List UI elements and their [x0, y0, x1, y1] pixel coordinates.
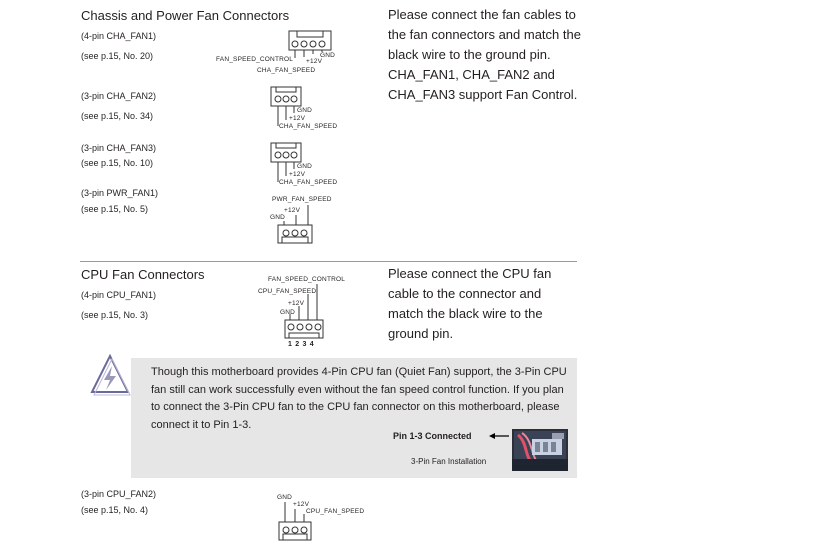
cha-fan2-speed: CHA_FAN_SPEED: [279, 123, 338, 130]
cpu-fan2-connector: [277, 500, 317, 542]
pwr-fan1-label: (3-pin PWR_FAN1): [81, 188, 159, 198]
cha-fan2-gnd: GND: [297, 107, 313, 114]
cha-fan2-12v: +12V: [289, 115, 306, 122]
cpu-fan1-connector: [280, 282, 330, 340]
pwr-fan1-speed: PWR_FAN_SPEED: [272, 196, 332, 203]
cha-fan3-ref: (see p.15, No. 10): [81, 158, 154, 168]
note-text: Though this motherboard provides 4-Pin CPU fan (Quiet Fan) support, the 3-Pin CPU fan still can work successfully even without the fan speed control function. If you plan to connect the 3-Pin CPU fan to the CPU fan connector on this motherboard, please connect it to Pin 1-3.: [151, 366, 567, 431]
cpu-fan2-12v: +12V: [293, 501, 310, 508]
cpu-fan2-ref: (see p.15, No. 4): [81, 505, 149, 515]
pwr-fan1-connector: [276, 203, 316, 245]
cpu-fan2-gnd: GND: [277, 494, 293, 501]
warning-icon: [88, 352, 132, 400]
cpu-fan1-gnd: GND: [280, 309, 296, 316]
cpu-description: Please connect the CPU fan cable to the connector and match the black wire to the ground pin.: [388, 266, 552, 341]
cha-fan3-gnd: GND: [297, 163, 313, 170]
cpu-fan1-speed: CPU_FAN_SPEED: [258, 288, 317, 295]
cha-fan1-control: FAN_SPEED_CONTROL: [216, 56, 294, 63]
cha-fan3-12v: +12V: [289, 171, 306, 178]
pwr-fan1-ref: (see p.15, No. 5): [81, 204, 149, 214]
chassis-heading: Chassis and Power Fan Connectors: [81, 8, 290, 23]
cpu-fan1-control: FAN_SPEED_CONTROL: [268, 276, 346, 283]
cpu-fan2-speed: CPU_FAN_SPEED: [306, 508, 365, 515]
cha-fan3-label: (3-pin CHA_FAN3): [81, 143, 157, 153]
fan-install-caption: 3-Pin Fan Installation: [411, 457, 487, 466]
chassis-description: Please connect the fan cables to the fan connectors and match the black wire to the ground pin. CHA_FAN1, CHA_FAN2 and CHA_FAN3 support Fan Control.: [388, 7, 581, 102]
cha-fan1-ref: (see p.15, No. 20): [81, 51, 154, 61]
cha-fan2-label: (3-pin CHA_FAN2): [81, 91, 157, 101]
cpu-heading: CPU Fan Connectors: [81, 267, 205, 282]
cpu-fan2-label: (3-pin CPU_FAN2): [81, 489, 157, 499]
cpu-fan1-pin-numbers: 1 2 3 4: [288, 341, 314, 348]
arrow-left-icon: [488, 431, 510, 441]
cpu-fan1-12v: +12V: [288, 300, 305, 307]
section-divider: [80, 261, 577, 262]
cha-fan3-speed: CHA_FAN_SPEED: [279, 179, 338, 186]
cha-fan1-12v: +12V: [306, 58, 323, 65]
cpu-fan1-label: (4-pin CPU_FAN1): [81, 290, 157, 300]
fan-installation-photo: [512, 429, 568, 471]
cpu-fan1-ref: (see p.15, No. 3): [81, 310, 149, 320]
cha-fan1-label: (4-pin CHA_FAN1): [81, 31, 157, 41]
cha-fan1-speed: CHA_FAN_SPEED: [257, 67, 316, 74]
pin-connected-label: Pin 1-3 Connected: [393, 431, 472, 441]
pwr-fan1-12v: +12V: [284, 207, 301, 214]
cha-fan2-ref: (see p.15, No. 34): [81, 111, 154, 121]
pwr-fan1-gnd: GND: [270, 214, 286, 221]
cha-fan1-gnd: GND: [320, 52, 336, 59]
